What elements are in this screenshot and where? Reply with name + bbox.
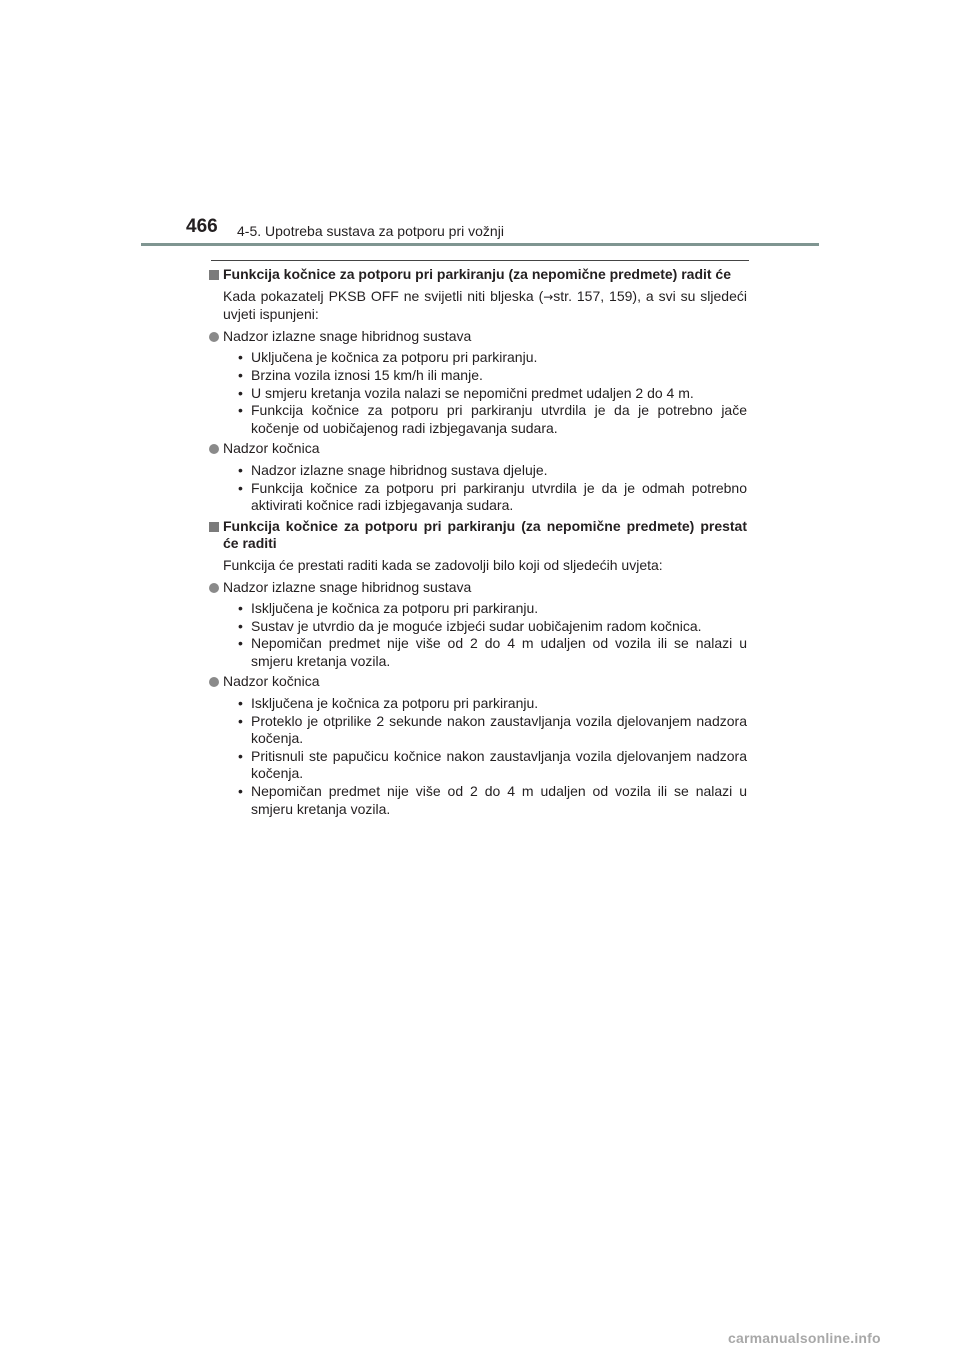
subsection-title xyxy=(209,579,747,597)
bullet-dot: • xyxy=(238,783,243,800)
square-bullet-icon xyxy=(209,522,219,532)
subsection-title-text: Nadzor kočnica xyxy=(223,673,320,690)
list-item-text: Pritisnuli ste papučicu kočnice nakon zaustavljanja vozila djelovanjem nadzora kočenja. xyxy=(251,747,747,782)
list-item-text: Isključena je kočnica za potporu pri parkiranju. xyxy=(251,600,539,617)
list-item xyxy=(209,713,747,748)
section-heading xyxy=(209,518,747,553)
page-number: 466 xyxy=(186,216,218,237)
intro-text-after: str. 157, 159), a svi su sljedeći uvjeti ispunjeni: xyxy=(223,287,747,323)
watermark: carmanualsonline.info xyxy=(728,1330,881,1346)
section-heading-text: Funkcija kočnice za potporu pri parkiranju (za nepomične predmete) radit će xyxy=(223,266,732,282)
list-item xyxy=(209,783,747,818)
section-intro: Funkcija će prestati raditi kada se zadovolji bilo koji od sljedećih uvjeta: xyxy=(223,556,663,573)
list-item-text: Isključena je kočnica za potporu pri parkiranju. xyxy=(251,695,539,712)
page-reference-arrow-icon: → xyxy=(543,289,554,304)
bullet-dot: • xyxy=(238,617,243,634)
intro-text-before: Kada pokazatelj PKSB OFF ne svijetli niti bljeska ( xyxy=(223,287,544,304)
section-stop-conditions xyxy=(209,518,747,819)
list-item-text: Nepomičan predmet nije više od 2 do 4 m udaljen od vozila ili se nalazi u smjeru kretanja vozila. xyxy=(251,635,747,669)
section-intro xyxy=(209,288,747,324)
circle-bullet-icon xyxy=(209,444,219,454)
list-item xyxy=(209,748,747,783)
bullet-dot: • xyxy=(238,635,243,652)
subsection-title-text: Nadzor izlazne snage hibridnog sustava xyxy=(223,327,472,344)
bullet-dot: • xyxy=(238,349,243,366)
list-item xyxy=(209,480,747,515)
condition-list xyxy=(209,695,747,818)
subsection-title xyxy=(209,328,747,346)
list-item xyxy=(209,695,747,713)
page-content xyxy=(209,266,747,821)
list-item xyxy=(209,635,747,670)
bullet-dot: • xyxy=(238,600,243,617)
section-heading xyxy=(209,266,747,284)
bullet-dot: • xyxy=(238,402,243,419)
list-item xyxy=(209,600,747,618)
list-item xyxy=(209,349,747,367)
bullet-dot: • xyxy=(238,479,243,496)
condition-list xyxy=(209,462,747,515)
circle-bullet-icon xyxy=(209,677,219,687)
page-header xyxy=(141,214,821,250)
bullet-dot: • xyxy=(238,461,243,478)
section-operation-conditions xyxy=(209,266,747,515)
list-item xyxy=(209,402,747,437)
subsection-title-text: Nadzor izlazne snage hibridnog sustava xyxy=(223,578,472,595)
bullet-dot: • xyxy=(238,366,243,383)
bullet-dot: • xyxy=(238,747,243,764)
subsection-title xyxy=(209,440,747,458)
list-item-text: Funkcija kočnice za potporu pri parkiranju utvrdila je da je odmah potrebno aktivirati kočnice radi izbjegavanja sudara. xyxy=(251,479,747,514)
list-item-text: Sustav je utvrdio da je moguće izbjeći sudar uobičajenim radom kočnica. xyxy=(251,617,702,634)
circle-bullet-icon xyxy=(209,332,219,342)
bullet-dot: • xyxy=(238,712,243,729)
list-item-text: U smjeru kretanja vozila nalazi se nepomični predmet udaljen 2 do 4 m. xyxy=(251,384,694,401)
condition-list xyxy=(209,600,747,670)
subsection-title xyxy=(209,673,747,691)
list-item-text: Funkcija kočnice za potporu pri parkiranju utvrdila je da je potrebno jače kočenje od uobičajenog radi izbjegavanja sudara. xyxy=(251,402,747,436)
list-item-text: Uključena je kočnica za potporu pri parkiranju. xyxy=(251,349,538,366)
list-item-text: Nadzor izlazne snage hibridnog sustava djeluje. xyxy=(251,461,548,478)
square-bullet-icon xyxy=(209,270,219,280)
list-item xyxy=(209,462,747,480)
subsection-title-text: Nadzor kočnica xyxy=(223,440,320,457)
list-item-text: Proteklo je otprilike 2 sekunde nakon zaustavljanja vozila djelovanjem nadzora kočenja. xyxy=(251,712,747,747)
section-heading-text: Funkcija kočnice za potporu pri parkiranju (za nepomične predmete) prestat će raditi xyxy=(223,517,747,552)
bullet-dot: • xyxy=(238,384,243,401)
list-item-text: Nepomičan predmet nije više od 2 do 4 m udaljen od vozila ili se nalazi u smjeru kretanja vozila. xyxy=(251,783,747,817)
chapter-title: 4-5. Upotreba sustava za potporu pri vožnji xyxy=(237,223,504,239)
circle-bullet-icon xyxy=(209,583,219,593)
list-item xyxy=(209,385,747,403)
bullet-dot: • xyxy=(238,695,243,712)
section-divider xyxy=(211,260,749,261)
header-rule xyxy=(141,243,819,246)
list-item xyxy=(209,367,747,385)
condition-list xyxy=(209,349,747,437)
list-item xyxy=(209,618,747,636)
list-item-text: Brzina vozila iznosi 15 km/h ili manje. xyxy=(251,366,483,383)
